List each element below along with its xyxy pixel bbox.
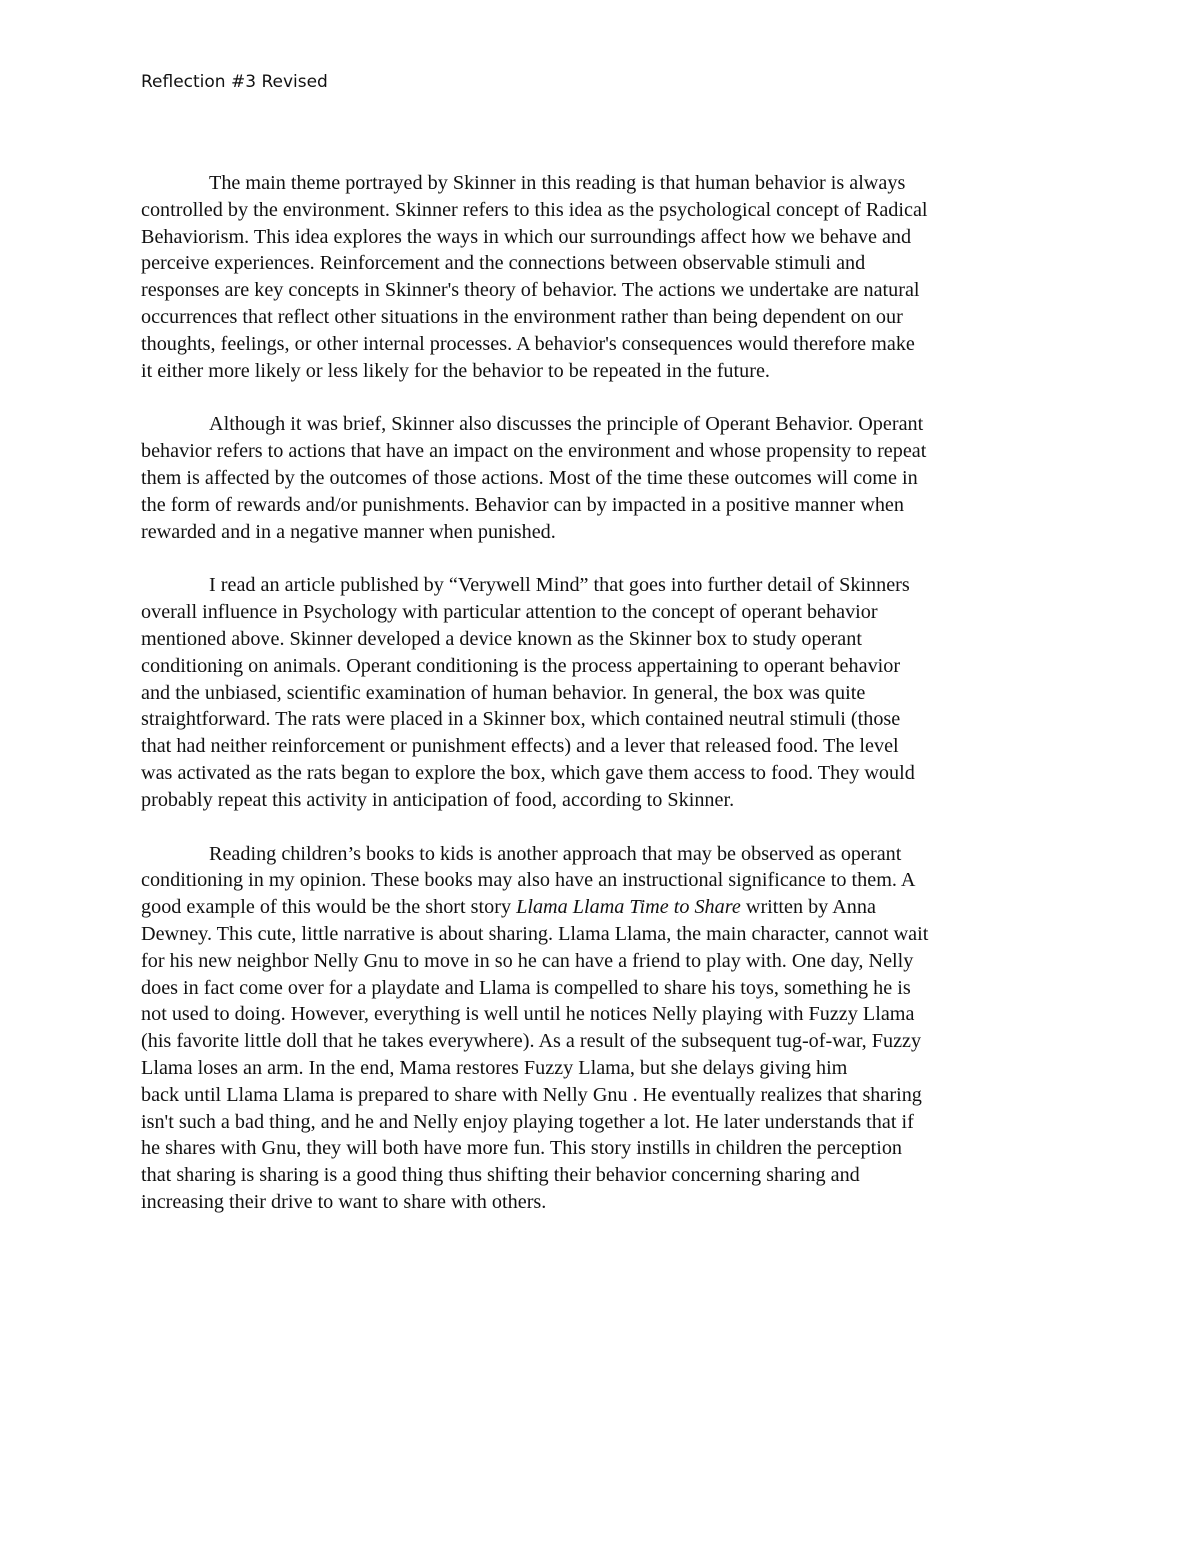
document-body: [141, 170, 1067, 1216]
text-line: probably repeat this activity in anticipation of food, according to Skinner.: [141, 788, 735, 811]
text-line: that sharing is sharing is a good thing thus shifting their behavior concerning sharing and: [141, 1164, 860, 1187]
text-line: and the unbiased, scientific examination of human behavior. In general, the box was quite: [141, 681, 866, 704]
text-segment: written by Anna: [740, 896, 876, 919]
text-line: The main theme portrayed by Skinner in this reading is that human behavior is always: [209, 172, 906, 194]
book-title: Llama Llama Time to Share: [516, 896, 741, 919]
text-line: increasing their drive to want to share with others.: [141, 1190, 547, 1213]
paragraph-4: [141, 841, 1067, 1216]
text-line: Reading children’s books to kids is another approach that may be observed as operant: [209, 842, 902, 865]
text-line: them is affected by the outcomes of those actions. Most of the time these outcomes will come in: [141, 466, 918, 489]
text-line: he shares with Gnu, they will both have more fun. This story instills in children the perception: [141, 1137, 903, 1160]
text-line: the form of rewards and/or punishments. Behavior can by impacted in a positive manner when: [141, 493, 904, 516]
text-line: for his new neighbor Nelly Gnu to move in so he can have a friend to play with. One day, Nelly: [141, 949, 914, 972]
text-line: back until Llama Llama is prepared to share with Nelly Gnu . He eventually realizes that sharing: [141, 1083, 922, 1106]
paragraph-1: [141, 170, 1067, 384]
text-line: perceive experiences. Reinforcement and the connections between observable stimuli and: [141, 252, 866, 275]
text-line: rewarded and in a negative manner when punished.: [141, 520, 556, 543]
paragraph-2: [141, 411, 1067, 545]
text-line: straightforward. The rats were placed in a Skinner box, which contained neutral stimuli (those: [141, 708, 901, 731]
text-line: responses are key concepts in Skinner's theory of behavior. The actions we undertake are natural: [141, 279, 920, 302]
paragraph-3: [141, 572, 1067, 813]
text-line: controlled by the environment. Skinner refers to this idea as the psychological concept of Radical: [141, 198, 928, 221]
text-line: Llama loses an arm. In the end, Mama restores Fuzzy Llama, but she delays giving him: [141, 1056, 848, 1079]
text-line: behavior refers to actions that have an impact on the environment and whose propensity to repeat: [141, 440, 927, 463]
text-line: was activated as the rats began to explore the box, which gave them access to food. They would: [141, 761, 915, 784]
text-line: I read an article published by “Verywell Mind” that goes into further detail of Skinners: [209, 574, 910, 597]
text-line: Although it was brief, Skinner also discusses the principle of Operant Behavior. Operant: [209, 413, 924, 436]
text-line: (his favorite little doll that he takes everywhere). As a result of the subsequent tug-of-war, Fuzzy: [141, 1030, 922, 1053]
text-segment: good example of this would be the short story: [141, 896, 517, 919]
text-line: conditioning on animals. Operant conditioning is the process appertaining to operant behavior: [141, 654, 901, 677]
text-line: overall influence in Psychology with particular attention to the concept of operant behavior: [141, 601, 878, 624]
text-line-with-book-title: [141, 894, 1067, 921]
text-line: conditioning in my opinion. These books may also have an instructional significance to them. A: [141, 869, 916, 892]
text-line: does in fact come over for a playdate and Llama is compelled to share his toys, something he is: [141, 976, 911, 999]
text-line: not used to doing. However, everything is well until he notices Nelly playing with Fuzzy Llama: [141, 1003, 915, 1026]
text-line: that had neither reinforcement or punishment effects) and a lever that released food. The level: [141, 735, 899, 758]
text-line: it either more likely or less likely for the behavior to be repeated in the future.: [141, 359, 770, 382]
text-line: Dewney. This cute, little narrative is about sharing. Llama Llama, the main character, cannot wait: [141, 922, 929, 945]
text-line: thoughts, feelings, or other internal processes. A behavior's consequences would therefore make: [141, 332, 915, 355]
text-line: mentioned above. Skinner developed a device known as the Skinner box to study operant: [141, 627, 862, 650]
text-line: isn't such a bad thing, and he and Nelly enjoy playing together a lot. He later understands that if: [141, 1110, 914, 1133]
document-title: Reflection #3 Revised: [141, 72, 328, 92]
text-line: Behaviorism. This idea explores the ways in which our surroundings affect how we behave and: [141, 225, 912, 248]
text-line: occurrences that reflect other situations in the environment rather than being dependent on our: [141, 305, 903, 328]
